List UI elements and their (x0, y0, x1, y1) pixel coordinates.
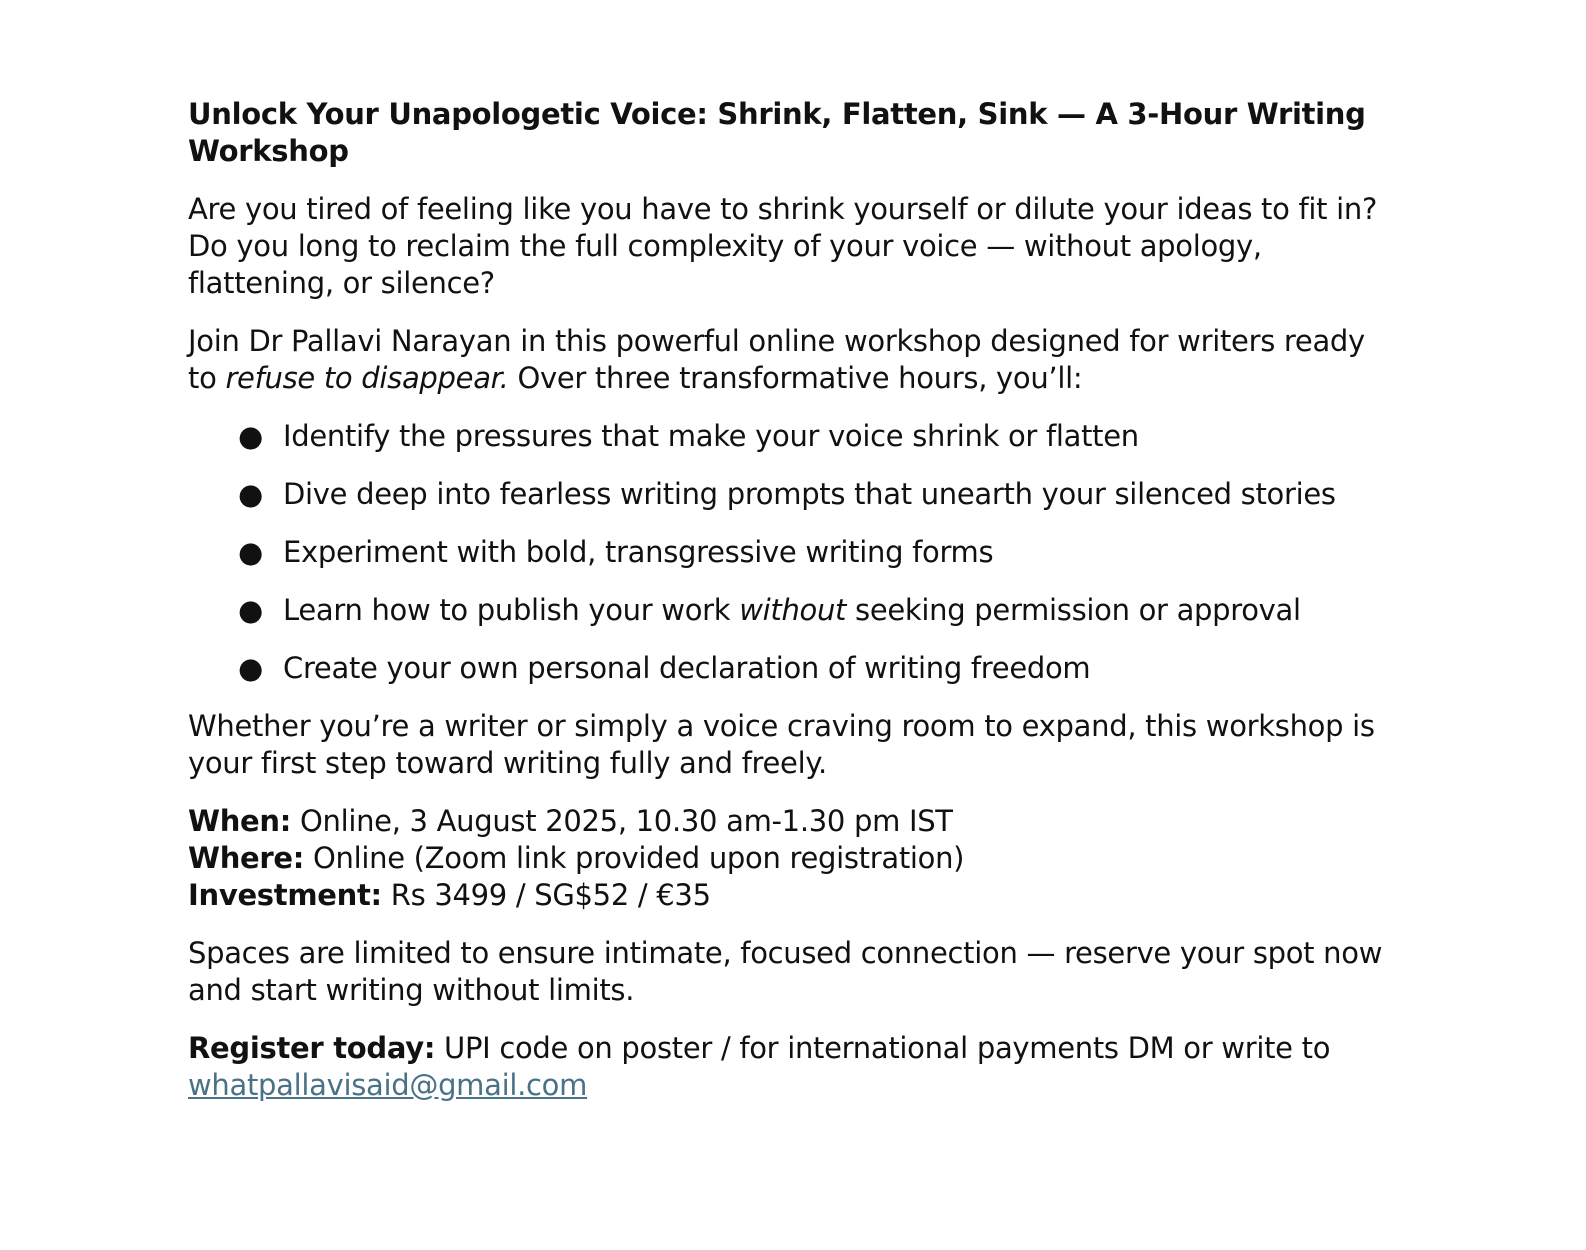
list-item (188, 650, 1388, 687)
register-label: Register today: (188, 1031, 436, 1065)
join-paragraph (188, 323, 1388, 397)
list-item-text: Dive deep into fearless writing prompts that unearth your silenced stories (283, 477, 1336, 511)
when-line (188, 803, 1388, 840)
join-text-after: Over three transformative hours, you’ll: (508, 361, 1083, 395)
join-emphasis: refuse to disappear. (225, 361, 509, 395)
register-text: UPI code on poster / for international payments DM or write to (435, 1031, 1331, 1065)
investment-label: Investment: (188, 878, 382, 912)
whether-paragraph: Whether you’re a writer or simply a voice craving room to expand, this workshop is your first step toward writing fully and freely. (188, 709, 1375, 780)
bullet-icon: ● (238, 593, 264, 627)
investment-line (188, 877, 1388, 914)
list-item-text: Create your own personal declaration of writing freedom (283, 651, 1091, 685)
intro-paragraph: Are you tired of feeling like you have to shrink yourself or dilute your ideas to fit in? Do you long to reclaim the full complexity of your voice — without apology, flattening, or silence? (188, 192, 1378, 300)
where-line (188, 840, 1388, 877)
workshop-title: Unlock Your Unapologetic Voice: Shrink, Flatten, Sink — A 3-Hour Writing Workshop (188, 97, 1366, 168)
list-item (188, 476, 1388, 513)
where-label: Where: (188, 841, 305, 875)
list-item (188, 592, 1388, 629)
event-details (188, 803, 1388, 914)
bullet-icon: ● (238, 477, 264, 511)
list-item-emphasis: without (739, 593, 847, 627)
document-body (188, 96, 1388, 1125)
list-item (188, 534, 1388, 571)
bullet-icon: ● (238, 419, 264, 453)
list-item-text: Identify the pressures that make your voice shrink or flatten (283, 419, 1139, 453)
bullet-icon: ● (238, 535, 264, 569)
list-item-text-before: Learn how to publish your work (283, 593, 740, 627)
where-value: Online (Zoom link provided upon registration) (304, 841, 965, 875)
investment-value: Rs 3499 / SG$52 / €35 (381, 878, 711, 912)
benefits-list (188, 418, 1388, 687)
list-item-text-after: seeking permission or approval (846, 593, 1301, 627)
bullet-icon: ● (238, 651, 264, 685)
when-value: Online, 3 August 2025, 10.30 am-1.30 pm IST (291, 804, 953, 838)
email-link[interactable]: whatpallavisaid@gmail.com (188, 1068, 588, 1102)
when-label: When: (188, 804, 292, 838)
join-text-before: Join Dr Pallavi Narayan in this powerful online workshop designed for writers ready to (188, 324, 1365, 395)
list-item-text: Experiment with bold, transgressive writing forms (283, 535, 994, 569)
list-item (188, 418, 1388, 455)
spaces-paragraph: Spaces are limited to ensure intimate, focused connection — reserve your spot now and start writing without limits. (188, 936, 1383, 1007)
register-paragraph (188, 1030, 1388, 1104)
